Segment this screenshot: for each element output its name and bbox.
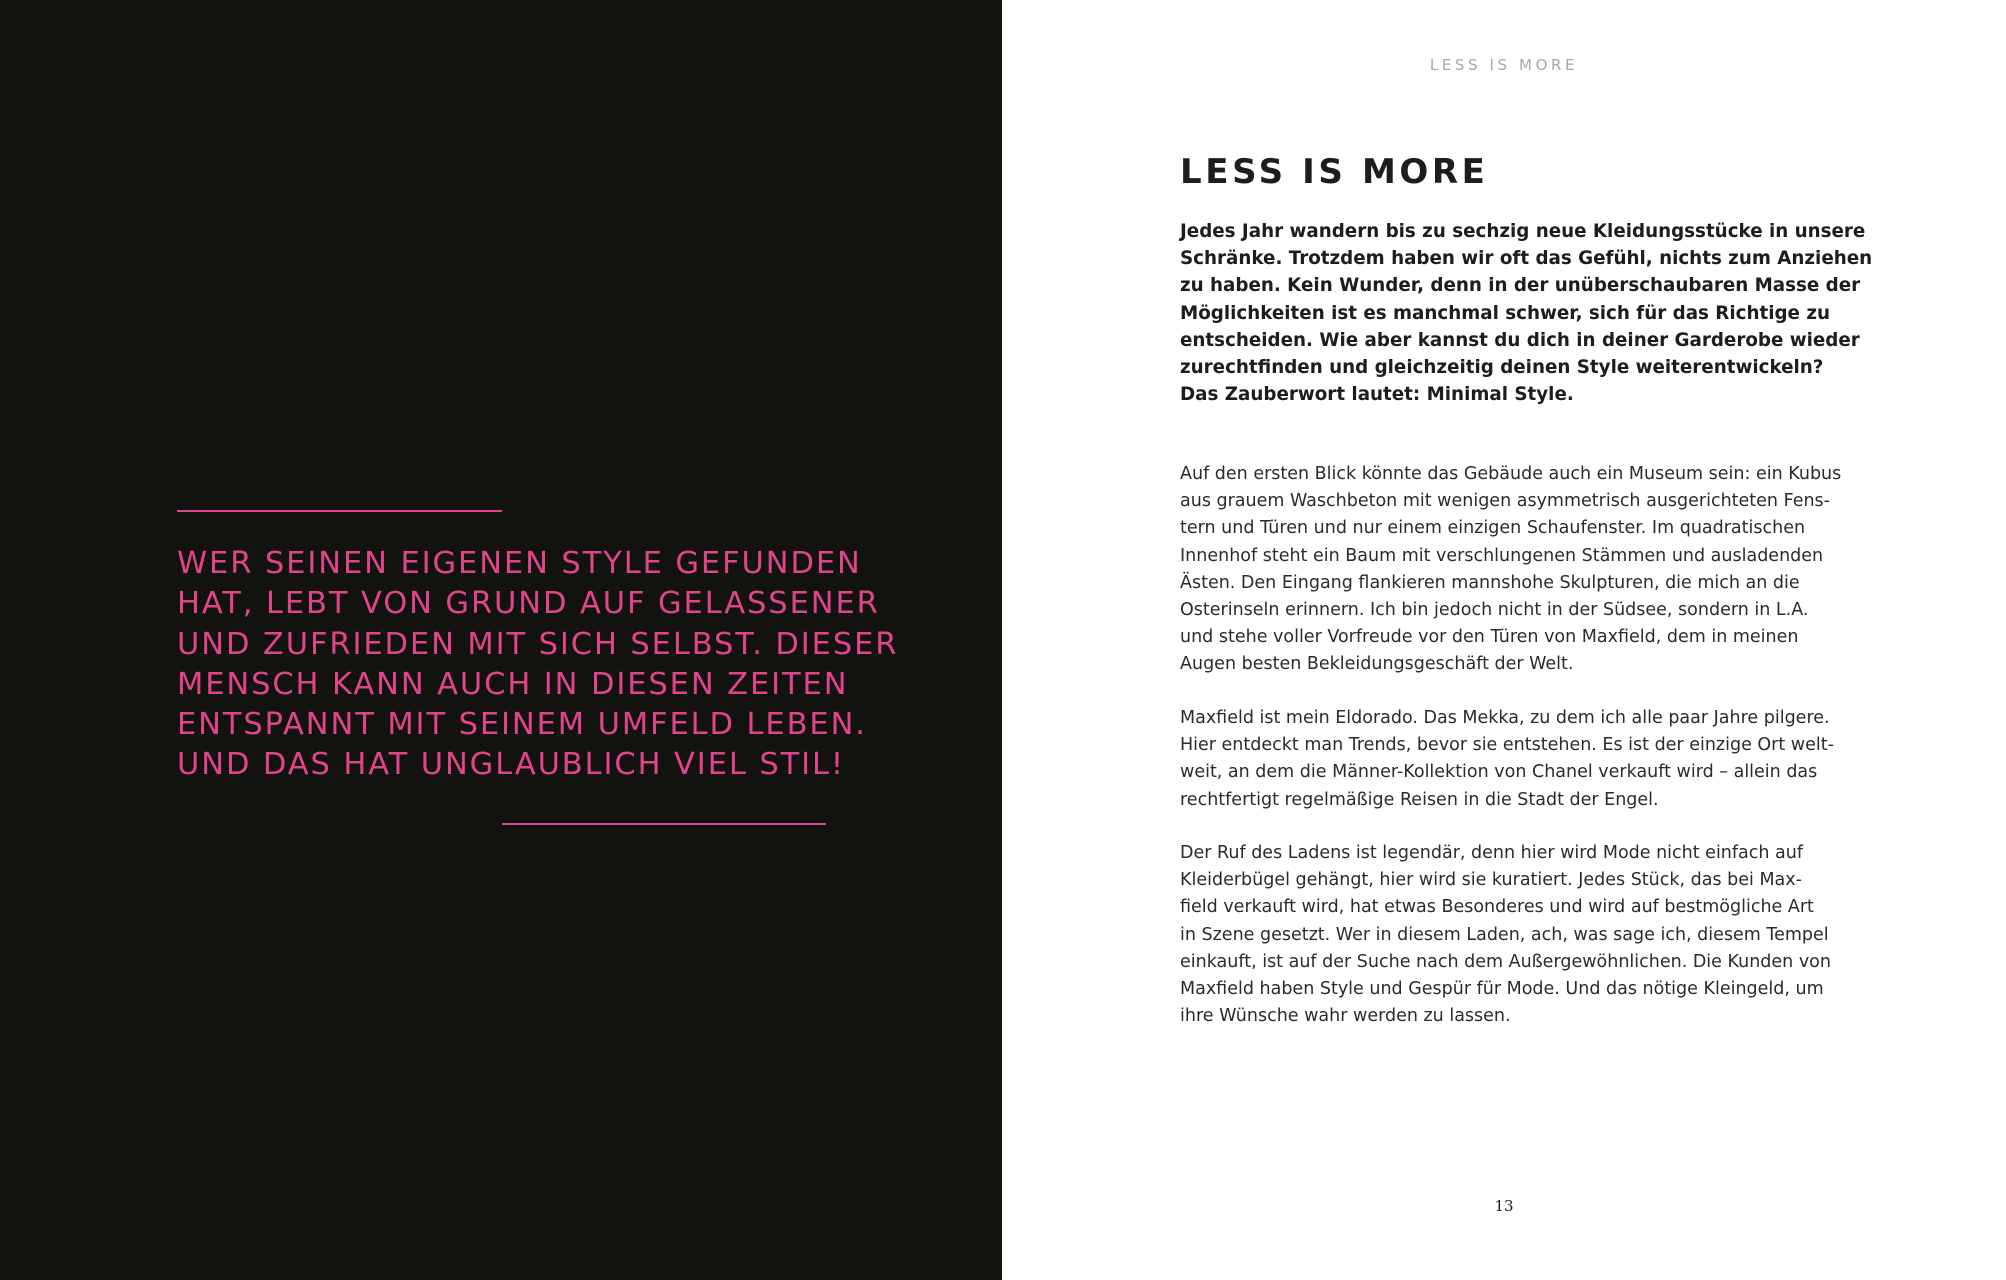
left-page [0,0,1002,1280]
quote-rule-bottom [502,823,826,825]
body-line: tern und Türen und nur einem einzigen Schaufenster. Im quadratischen [1180,518,1806,539]
lead-line: Jedes Jahr wandern bis zu sechzig neue Kleidungsstücke in unsere [1180,221,1866,242]
body-line: aus grauem Waschbeton mit wenigen asymmetrisch ausgerichteten Fens- [1180,491,1830,512]
body-paragraph-2 [1180,705,1880,814]
lead-line: Das Zauberwort lautet: Minimal Style. [1180,384,1574,406]
body-line: in Szene gesetzt. Wer in diesem Laden, ach, was sage ich, diesem Tempel [1180,924,1829,945]
page-title: LESS IS MORE [1180,152,1489,192]
quote-line: UND ZUFRIEDEN MIT SICH SELBST. DIESER [177,626,899,662]
body-line: Ästen. Den Eingang flankieren mannshohe Skulpturen, die mich an die [1180,572,1800,593]
body-line: Kleiderbügel gehängt, hier wird sie kuratiert. Jedes Stück, das bei Max- [1180,870,1802,891]
body-paragraph-1 [1180,461,1880,679]
running-header: LESS IS MORE [1429,56,1579,74]
lead-line: zu haben. Kein Wunder, denn in der unüberschaubaren Masse der [1180,275,1861,297]
body-line: field verkauft wird, hat etwas Besonderes und wird auf bestmögliche Art [1180,897,1814,918]
quote-line: ENTSPANNT MIT SEINEM UMFELD LEBEN. [177,707,867,743]
body-line: Maxfield haben Style und Gespür für Mode. Und das nötige Kleingeld, um [1180,979,1824,1000]
body-line: Der Ruf des Ladens ist legendär, denn hier wird Mode nicht einfach auf [1180,843,1804,863]
page-number: 13 [1494,1197,1514,1215]
body-line: Auf den ersten Blick könnte das Gebäude auch ein Museum sein: ein Kubus [1180,464,1842,484]
body-line: weit, an dem die Männer-Kollektion von Chanel verkauft wird – allein das [1180,762,1818,783]
body-line: Hier entdeckt man Trends, bevor sie entstehen. Es ist der einzige Ort welt- [1180,735,1834,756]
lead-line: entscheiden. Wie aber kannst du dich in deiner Garderobe wieder [1180,329,1860,351]
quote-line: MENSCH KANN AUCH IN DIESEN ZEITEN [177,666,849,702]
body-line: Osterinseln erinnern. Ich bin jedoch nicht in der Südsee, sondern in L.A. [1180,600,1809,621]
body-paragraph-3 [1180,840,1880,1030]
body-line: rechtfertigt regelmäßige Reisen in die Stadt der Engel. [1180,789,1659,810]
lead-line: zurechtfinden und gleichzeitig deinen Style weiterentwickeln? [1180,357,1824,379]
right-page [1002,0,2006,1280]
quote-line: HAT, LEBT VON GRUND AUF GELASSENER [177,586,880,622]
body-line: Augen besten Bekleidungsgeschäft der Welt. [1180,654,1574,675]
lead-line: Schränke. Trotzdem haben wir oft das Gefühl, nichts zum Anziehen [1180,248,1873,270]
body-line: und stehe voller Vorfreude vor den Türen von Maxfield, dem in meinen [1180,627,1799,648]
lead-paragraph [1180,218,1880,408]
lead-line: Möglichkeiten ist es manchmal schwer, sich für das Richtige zu [1180,302,1830,324]
quote-line: WER SEINEN EIGENEN STYLE GEFUNDEN [177,546,862,581]
quote-rule-top [177,510,502,512]
body-line: Innenhof steht ein Baum mit verschlungenen Stämmen und ausladenden [1180,545,1824,566]
body-line: ihre Wünsche wahr werden zu lassen. [1180,1006,1511,1027]
body-line: Maxfield ist mein Eldorado. Das Mekka, zu dem ich alle paar Jahre pilgere. [1180,708,1830,728]
body-line: einkauft, ist auf der Suche nach dem Außergewöhnlichen. Die Kunden von [1180,951,1831,972]
quote-line: UND DAS HAT UNGLAUBLICH VIEL STIL! [177,747,846,783]
pull-quote [177,544,899,786]
